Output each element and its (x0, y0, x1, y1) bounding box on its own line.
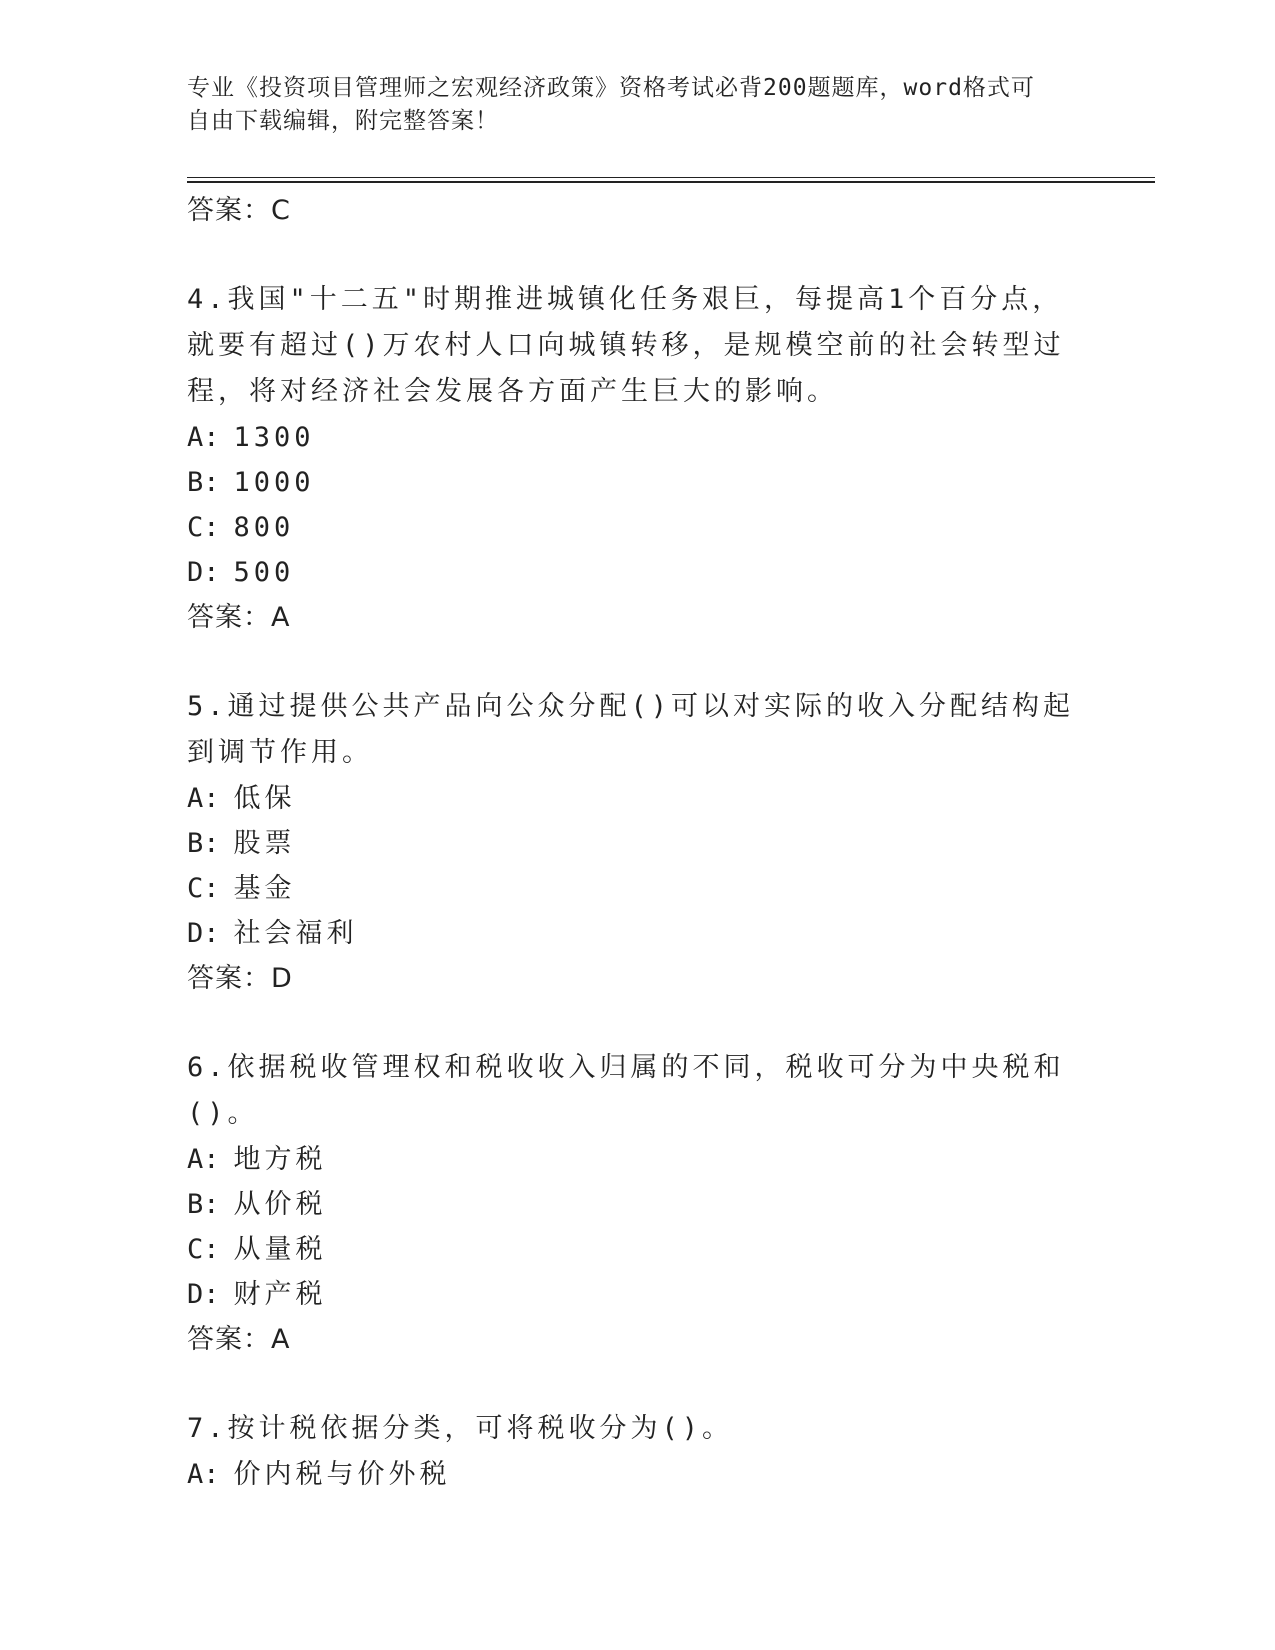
option-d: D: 500 (187, 557, 295, 588)
document-header (187, 72, 1067, 138)
question-stem: 5.通过提供公共产品向公众分配()可以对实际的收入分配结构起到调节作用。 (187, 691, 1075, 768)
answer-line: 答案：D (187, 963, 293, 994)
option-b: B: 股票 (187, 828, 296, 859)
answer-line: 答案：A (187, 1324, 291, 1355)
header-line-1: 专业《投资项目管理师之宏观经济政策》资格考试必背200题题库，word格式可 (187, 75, 1035, 101)
option-d: D: 财产税 (187, 1279, 327, 1310)
header-rule-thin (187, 177, 1155, 178)
question-6 (187, 1045, 1087, 1362)
question-4 (187, 277, 1087, 640)
option-a: A: 低保 (187, 783, 296, 814)
question-stem: 4.我国"十二五"时期推进城镇化任务艰巨，每提高1个百分点，就要有超过()万农村人口向城镇转移，是规模空前的社会转型过程，将对经济社会发展各方面产生巨大的影响。 (187, 284, 1065, 407)
question-stem: 7.按计税依据分类，可将税收分为()。 (187, 1413, 734, 1444)
option-a: A: 价内税与价外税 (187, 1459, 451, 1490)
question-stem: 6.依据税收管理权和税收收入归属的不同，税收可分为中央税和()。 (187, 1052, 1065, 1129)
option-c: C: 基金 (187, 873, 296, 904)
option-b: B: 1000 (187, 467, 315, 498)
option-a: A: 地方税 (187, 1144, 327, 1175)
option-b: B: 从价税 (187, 1189, 327, 1220)
option-c: C: 800 (187, 512, 295, 543)
option-c: C: 从量税 (187, 1234, 327, 1265)
answer-line: 答案：C (187, 195, 291, 226)
answer-line: 答案：A (187, 602, 291, 633)
question-7 (187, 1406, 1087, 1497)
header-rule-thick (187, 181, 1155, 183)
question-list (187, 188, 1087, 1497)
header-line-2: 自由下载编辑，附完整答案！ (187, 108, 499, 134)
question-5 (187, 684, 1087, 1001)
option-d: D: 社会福利 (187, 918, 358, 949)
option-a: A: 1300 (187, 422, 315, 453)
